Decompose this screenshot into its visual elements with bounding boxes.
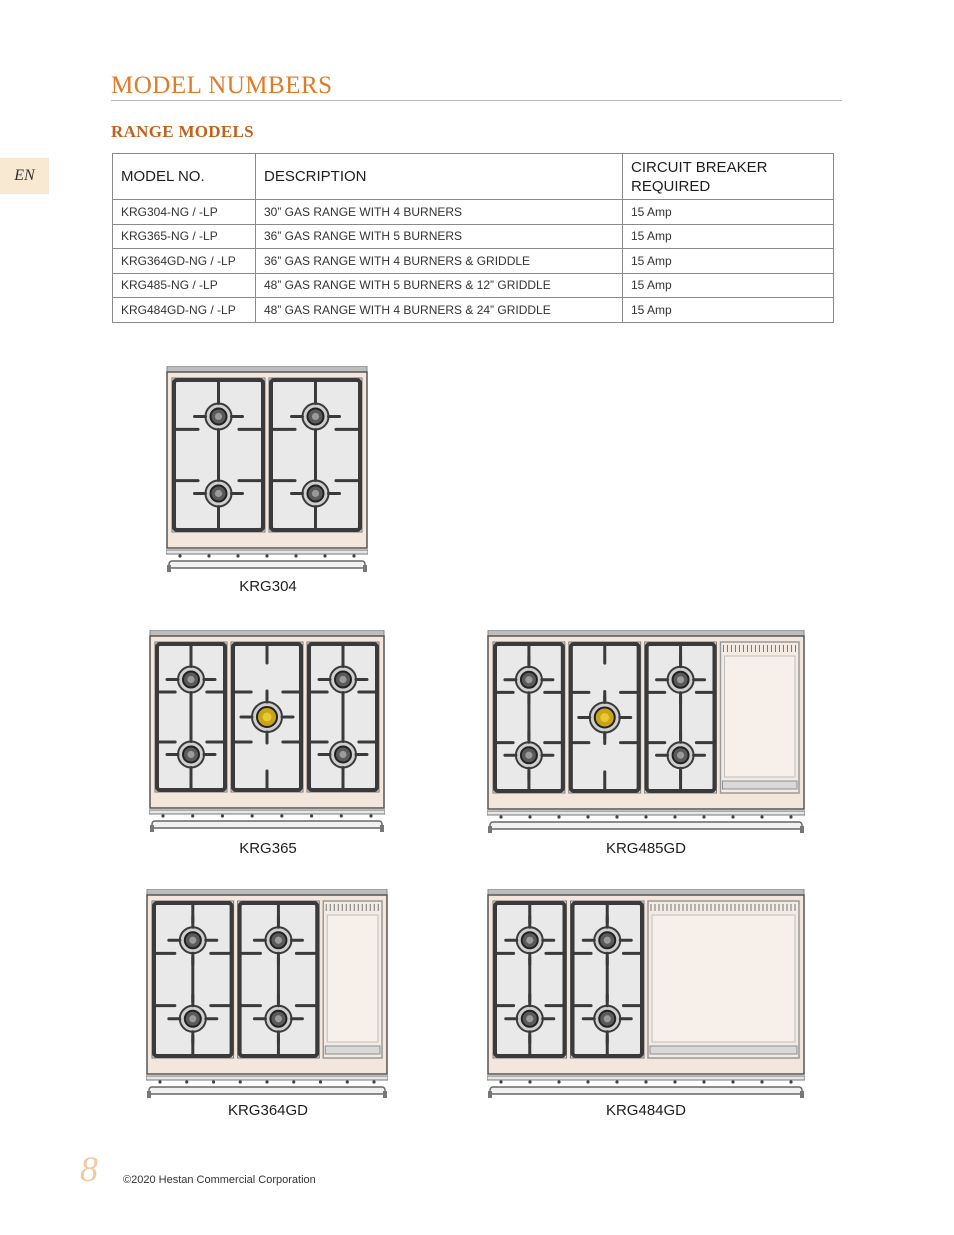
range-image-krg484gd xyxy=(487,889,805,1098)
breaker-cell: 15 Amp xyxy=(623,298,834,323)
range-image-krg364gd xyxy=(146,889,388,1098)
handle-post xyxy=(488,826,492,833)
knob-row xyxy=(178,554,355,557)
range-caption: KRG485GD xyxy=(605,840,687,857)
model-table xyxy=(112,153,834,323)
front-rail xyxy=(487,1076,805,1080)
burner-icon xyxy=(594,927,620,953)
table-row xyxy=(113,224,834,249)
range-drawing xyxy=(487,889,805,1098)
brass-burner-icon xyxy=(590,703,620,733)
model-number-cell: KRG304-NG / -LP xyxy=(113,200,256,225)
table-row xyxy=(113,200,834,225)
burner-icon xyxy=(517,1006,543,1032)
griddle xyxy=(720,642,799,793)
knob-row xyxy=(499,815,792,818)
range-image-krg485gd xyxy=(487,630,805,833)
burner-icon xyxy=(265,1006,291,1032)
backguard-trim xyxy=(167,366,367,372)
section-title: RANGE MODELS xyxy=(111,122,254,141)
handle-post xyxy=(167,565,171,572)
front-rail xyxy=(166,550,368,554)
description-cell: 30” GAS RANGE WITH 4 BURNERS xyxy=(256,200,623,225)
model-number-cell: KRG484GD-NG / -LP xyxy=(113,298,256,323)
front-rail xyxy=(487,811,805,815)
description-cell: 48” GAS RANGE WITH 5 BURNERS & 12” GRIDDLE xyxy=(256,273,623,298)
oven-handle xyxy=(169,561,365,568)
oven-handle xyxy=(490,1087,802,1094)
language-tab[interactable]: EN xyxy=(0,158,49,194)
model-number-cell: KRG365-NG / -LP xyxy=(113,224,256,249)
burner-icon xyxy=(330,667,356,693)
front-rail xyxy=(149,810,385,814)
backguard-trim xyxy=(488,630,804,636)
burner-icon xyxy=(180,927,206,953)
burner-icon xyxy=(516,742,542,768)
burner-icon xyxy=(206,481,232,507)
description-cell: 48” GAS RANGE WITH 4 BURNERS & 24” GRIDDLE xyxy=(256,298,623,323)
knob-row xyxy=(161,814,372,817)
range-drawing xyxy=(166,366,368,572)
griddle xyxy=(648,901,799,1058)
range-drawing xyxy=(487,630,805,833)
burner-icon xyxy=(516,667,542,693)
burner-icon xyxy=(303,481,329,507)
model-number-cell: KRG364GD-NG / -LP xyxy=(113,249,256,274)
breaker-cell: 15 Amp xyxy=(623,273,834,298)
range-caption: KRG365 xyxy=(239,840,297,857)
handle-post xyxy=(363,565,367,572)
burner-icon xyxy=(517,927,543,953)
table-row xyxy=(113,273,834,298)
burner-icon xyxy=(265,927,291,953)
range-caption: KRG484GD xyxy=(605,1102,687,1119)
table-header-row xyxy=(113,154,834,200)
description-cell: 36” GAS RANGE WITH 5 BURNERS xyxy=(256,224,623,249)
model-number-cell: KRG485-NG / -LP xyxy=(113,273,256,298)
knob-row xyxy=(499,1080,792,1083)
range-image-krg304 xyxy=(166,366,368,572)
burner-icon xyxy=(303,404,329,430)
backguard-trim xyxy=(150,630,384,636)
breaker-cell: 15 Amp xyxy=(623,200,834,225)
page-title: MODEL NUMBERS xyxy=(111,72,333,99)
description-cell: 36” GAS RANGE WITH 4 BURNERS & GRIDDLE xyxy=(256,249,623,274)
table-row xyxy=(113,249,834,274)
range-caption: KRG364GD xyxy=(227,1102,309,1119)
handle-post xyxy=(383,1091,387,1098)
copyright-text: ©2020 Hestan Commercial Corporation xyxy=(123,1174,316,1186)
range-drawing xyxy=(149,630,385,832)
burner-icon xyxy=(668,742,694,768)
front-rail xyxy=(146,1076,388,1080)
breaker-cell: 15 Amp xyxy=(623,249,834,274)
range-drawing xyxy=(146,889,388,1098)
range-image-krg365 xyxy=(149,630,385,832)
handle-post xyxy=(380,825,384,832)
handle-post xyxy=(147,1091,151,1098)
burner-icon xyxy=(594,1006,620,1032)
burner-icon xyxy=(206,404,232,430)
burner-icon xyxy=(330,742,356,768)
burner-icon xyxy=(178,742,204,768)
title-divider xyxy=(111,100,842,101)
handle-post xyxy=(800,1091,804,1098)
burner-icon xyxy=(668,667,694,693)
burner-icon xyxy=(180,1006,206,1032)
oven-handle xyxy=(490,822,802,829)
page-number: 8 xyxy=(80,1149,98,1189)
griddle xyxy=(323,901,382,1058)
header-description: DESCRIPTION xyxy=(256,154,623,200)
header-circuit-breaker: CIRCUIT BREAKER REQUIRED xyxy=(623,154,834,200)
range-caption: KRG304 xyxy=(239,578,297,595)
knob-row xyxy=(158,1080,375,1083)
breaker-cell: 15 Amp xyxy=(623,224,834,249)
oven-handle xyxy=(149,1087,385,1094)
handle-post xyxy=(800,826,804,833)
oven-handle xyxy=(152,821,382,828)
handle-post xyxy=(488,1091,492,1098)
burner-icon xyxy=(178,667,204,693)
backguard-trim xyxy=(488,889,804,895)
backguard-trim xyxy=(147,889,387,895)
handle-post xyxy=(150,825,154,832)
table-row xyxy=(113,298,834,323)
brass-burner-icon xyxy=(252,702,282,732)
header-model-no: MODEL NO. xyxy=(113,154,256,200)
